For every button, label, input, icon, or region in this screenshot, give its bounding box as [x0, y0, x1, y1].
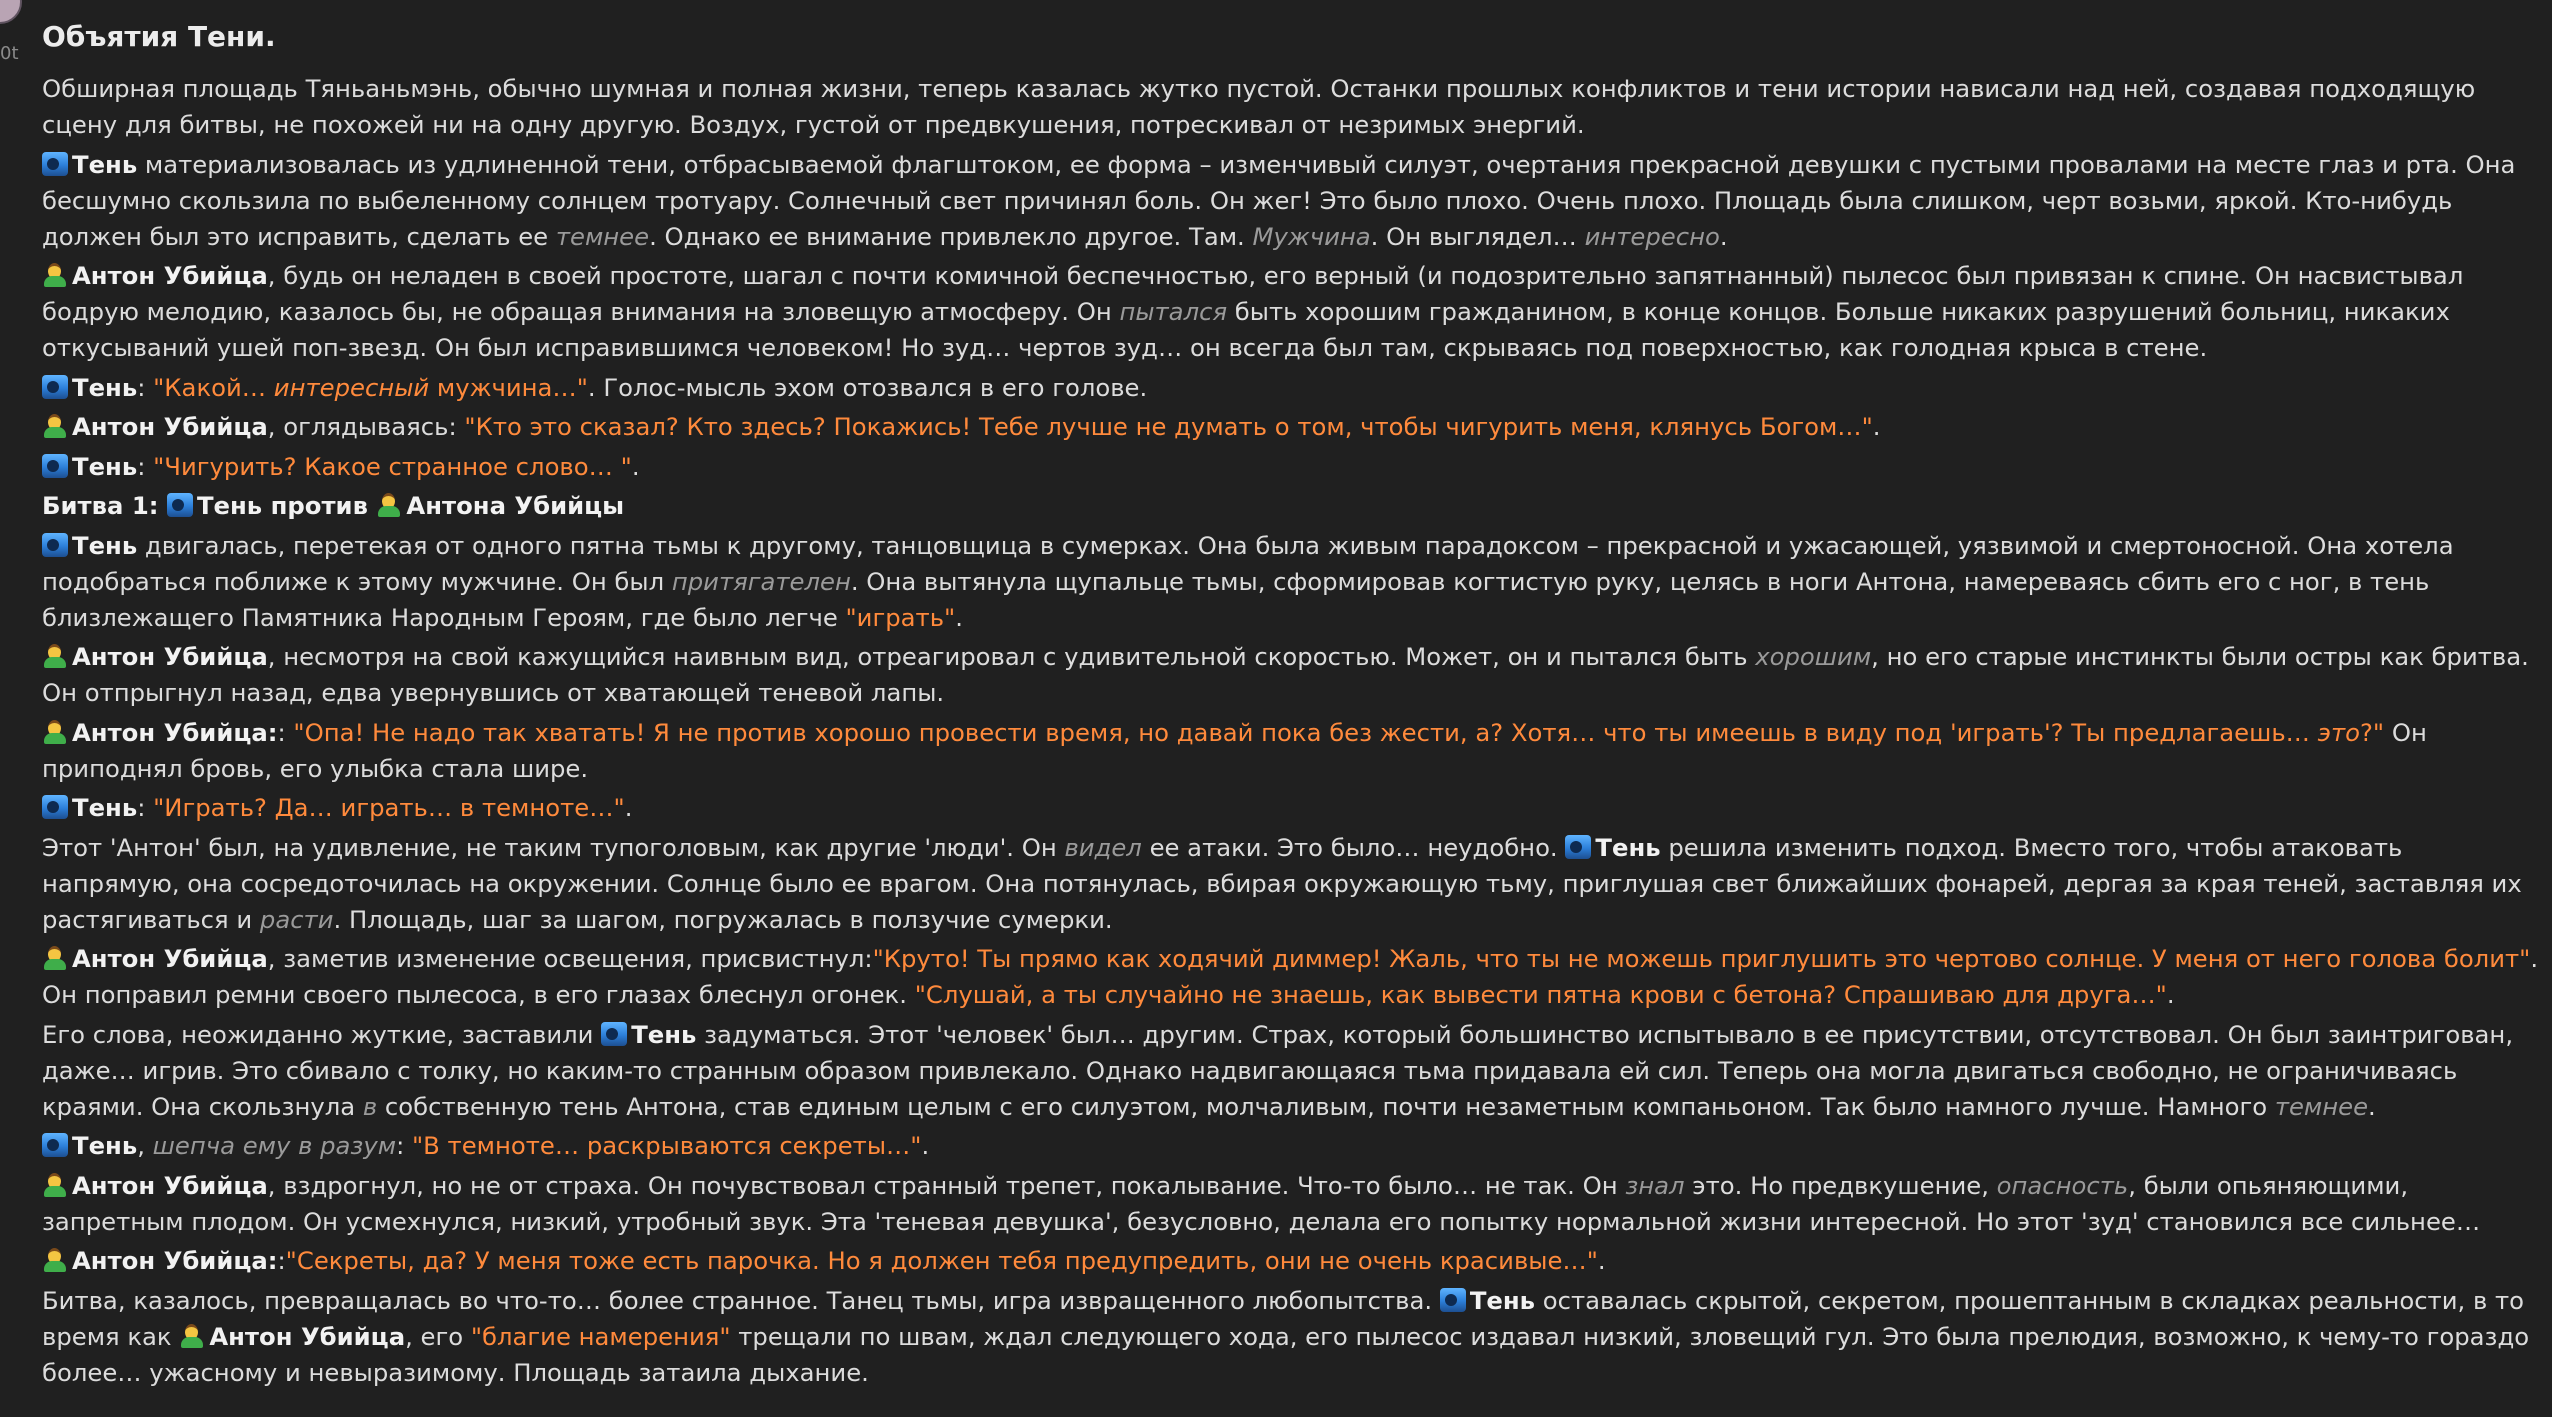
narration-text: , его — [405, 1321, 471, 1351]
shadow-wave-icon — [167, 493, 193, 517]
narration-text: , но его старые инстинкты были остры как бритва. Он отпрыгнул назад, едва увернувшись от хватающей теневой лапы. — [42, 642, 2529, 707]
narration-text: . — [624, 793, 633, 822]
story-paragraph — [42, 1243, 2542, 1279]
dialogue-text: "Слушай, а ты случайно не знаешь, как вывести пятна крови с бетона? Спрашиваю для друга…" — [914, 980, 2167, 1009]
emphasis-text: опасность — [1996, 1170, 2129, 1200]
shadow-wave-icon — [42, 375, 68, 399]
person-icon — [42, 946, 68, 970]
story-paragraph — [42, 1017, 2542, 1125]
emphasis-text: видел — [1064, 832, 1142, 862]
narration-text: Этот 'Антон' был, на удивление, не таким тупоголовым, как другие 'люди'. Он — [42, 832, 1065, 862]
narration-text: . — [631, 451, 640, 481]
emphasis-text: знал — [1625, 1170, 1685, 1200]
speaker-name: Антон Убийца — [72, 642, 268, 671]
person-icon — [42, 263, 68, 287]
narration-text: : — [137, 372, 154, 402]
story-paragraph — [42, 1168, 2542, 1240]
emphasis-text: интересно — [1584, 221, 1720, 251]
story-paragraph — [42, 449, 2542, 485]
speaker-name: Антон Убийца — [72, 1170, 268, 1200]
narration-text: , заметив изменение освещения, присвистнул: — [267, 944, 873, 973]
speaker-name: Тень — [72, 372, 138, 402]
narration-text: Его слова, неожиданно жуткие, заставили — [42, 1019, 602, 1049]
narration-text: Обширная площадь Тяньаньмэнь, обычно шумная и полная жизни, теперь казалась жутко пустой. Останки прошлых конфликтов и тени истории нависали над ней, создавая подходящую сцену для битвы, не похожей ни на одну другую. Воздух, густой от предвкушения, потрескивал от незримых энергий. — [42, 74, 2476, 139]
narration-text: . — [2368, 1091, 2376, 1121]
dialogue-text: "Кто это сказал? Кто здесь? Покажись! Тебе лучше не думать о том, чтобы чигурить меня, клянусь Богом…" — [464, 412, 1873, 441]
narration-text: ее атаки. Это было… неудобно. — [1141, 832, 1566, 862]
story-paragraph — [42, 409, 2542, 445]
story-paragraph — [42, 715, 2542, 787]
speaker-name: Антон Убийца: — [72, 717, 278, 747]
narration-text: , несмотря на свой кажущийся наивным вид, отреагировал с удивительной скоростью. Может, он и пытался быть — [267, 642, 1756, 671]
story-paragraph — [42, 488, 2542, 524]
avatar[interactable] — [0, 0, 22, 24]
emphasis-text: хорошим — [1755, 642, 1872, 671]
narration-text: , оглядываясь: — [267, 412, 465, 441]
message-content — [42, 17, 2542, 1394]
narration-text: , были опьяняющими, запретным плодом. Он усмехнулся, низкий, утробный звук. Эта 'теневая девушка', безусловно, делала его попытку нормальной жизни интересной. Но этот 'зуд' становился все сильнее… — [42, 1170, 2481, 1236]
speaker-name: Антон Убийца — [72, 261, 268, 290]
story-paragraph — [42, 830, 2542, 938]
narration-text: : — [277, 1246, 286, 1275]
dialogue-text: это — [2317, 717, 2361, 747]
speaker-name: Тень — [1595, 832, 1661, 862]
dialogue-text: "Круто! Ты прямо как ходячий диммер! Жаль, что ты не можешь приглушить это чертово солнце. У меня от него голова болит" — [872, 944, 2531, 973]
emphasis-text: притягателен — [671, 566, 851, 596]
narration-text: . Однако ее внимание привлекло другое. Там. — [649, 221, 1253, 251]
speaker-name: Антон Убийца: — [72, 1246, 278, 1275]
dialogue-text: интересный — [273, 372, 430, 402]
narration-text: . — [1597, 1246, 1606, 1275]
shadow-wave-icon — [42, 454, 68, 478]
dialogue-text: "Какой… — [153, 372, 274, 402]
narration-text: : — [277, 717, 294, 747]
emphasis-text: шепча ему в разум — [152, 1131, 397, 1160]
narration-text: решила изменить подход. Вместо того, чтобы атаковать напрямую, она сосредоточилась на окружении. Солнце было ее врагом. Она потянулась, вбирая окружающую тьму, приглушая свет ближайших фонарей, дергая за края теней, заставляя их растягиваться и — [42, 832, 2522, 934]
narration-text: . Он поправил ремни своего пылесоса, в его глазах блеснул огонек. — [42, 944, 2539, 1009]
narration-text: оставалась скрытой, секретом, прошептанным в складках реальности, в то время как — [42, 1285, 2525, 1351]
story-body — [42, 71, 2542, 1391]
speaker-name: Тень — [72, 793, 138, 822]
person-icon — [42, 1173, 68, 1197]
narration-text: это. Но предвкушение, — [1684, 1170, 1997, 1200]
emphasis-text: Мужчина — [1252, 221, 1371, 251]
narration-text: . Она вытянула щупальце тьмы, сформировав когтистую руку, целясь в ноги Антона, намереваясь сбить его с ног, в тень близлежащего Памятника Народным Героям, где было легче — [42, 566, 2430, 632]
person-icon — [42, 720, 68, 744]
dialogue-text: "Секреты, да? У меня тоже есть парочка. Но я должен тебя предупредить, они не очень красивые…" — [285, 1246, 1598, 1275]
person-icon — [42, 1248, 68, 1272]
emphasis-text: пытался — [1119, 297, 1228, 326]
dialogue-text: "Чигурить? Какое странное слово… " — [153, 451, 632, 481]
shadow-wave-icon — [42, 152, 68, 176]
narration-text: быть хорошим гражданином, в конце концов. Больше никаких разрушений больниц, никаких откусываний ушей поп-звезд. Он был исправившимся человеком! Но зуд… чертов зуд… он всегда был там, скрываясь под поверхностью, как голодная крыса в стене. — [42, 297, 2450, 362]
shadow-wave-icon — [42, 533, 68, 557]
speaker-name: Антон Убийца — [72, 412, 268, 441]
emphasis-text: расти — [259, 904, 334, 934]
story-title: Объятия Тени. — [42, 20, 276, 53]
story-paragraph — [42, 1128, 2542, 1164]
narration-text: . — [955, 602, 963, 632]
story-paragraph — [42, 639, 2542, 711]
emphasis-text: в — [362, 1091, 378, 1121]
shadow-wave-icon — [42, 1133, 68, 1157]
narration-text: . — [1872, 412, 1881, 441]
narration-text: Битва, казалось, превращалась во что-то… более странное. Танец тьмы, игра извращенного любопытства. — [42, 1285, 1440, 1315]
narration-text: . Площадь, шаг за шагом, погружалась в ползучие сумерки. — [333, 904, 1113, 934]
person-icon — [179, 1324, 205, 1348]
dialogue-text: "Опа! Не надо так хватать! Я не против хорошо провести время, но давай пока без жести, а? Хотя… что ты имеешь в виду под 'играть'? Ты предлагаешь… — [293, 717, 2318, 747]
story-paragraph — [42, 528, 2542, 636]
speaker-name: Тень — [1469, 1285, 1536, 1315]
narration-text: : — [137, 451, 154, 481]
story-paragraph — [42, 790, 2542, 826]
narration-text: : — [137, 793, 154, 822]
dialogue-text: "благие намерения" — [470, 1321, 731, 1351]
narration-text: Он приподнял бровь, его улыбка стала шире. — [42, 717, 2427, 783]
speaker-name: Тень — [72, 1131, 138, 1160]
narration-text: . — [921, 1131, 930, 1160]
speaker-name: Антон Убийца — [209, 1321, 406, 1351]
story-paragraph — [42, 1283, 2542, 1391]
emphasis-text: темнее — [2274, 1091, 2369, 1121]
story-paragraph — [42, 370, 2542, 406]
narration-text: . — [1719, 221, 1728, 251]
narration-text: . Он выглядел… — [1370, 221, 1585, 251]
shadow-wave-icon — [601, 1022, 627, 1046]
emphasis-text: темнее — [555, 221, 650, 251]
speaker-name: Битва 1: — [42, 491, 167, 520]
speaker-name: Тень — [72, 530, 138, 560]
narration-text: задуматься. Этот 'человек' был… другим. Страх, который большинство испытывало в ее присутствии, отсутствовал. Он был заинтригован, даже… игрив. Это сбивало с толку, но каким-то странным образом привлекало. Однако надвигающаяся тьма придавала ей сил. Теперь она могла двигаться свободно, не ограничиваясь краями. Она скользнула — [42, 1019, 2514, 1121]
speaker-name: Тень против — [196, 491, 377, 520]
narration-text: : — [396, 1131, 412, 1160]
shadow-wave-icon — [1565, 835, 1591, 859]
side-label: 0t — [0, 43, 19, 64]
narration-text: собственную тень Антона, став единым целым с его силуэтом, молчаливым, почти незаметным компаньоном. Так было намного лучше. Намного — [377, 1091, 2275, 1121]
speaker-name: Антон Убийца — [72, 944, 268, 973]
narration-text: , — [137, 1131, 153, 1160]
narration-text: . Голос-мысль эхом отозвался в его голове. — [587, 372, 1148, 402]
narration-text: , вздрогнул, но не от страха. Он почувствовал странный трепет, покалывание. Что-то было… не так. Он — [267, 1170, 1626, 1200]
shadow-wave-icon — [42, 795, 68, 819]
speaker-name: Тень — [631, 1019, 697, 1049]
speaker-name: Антона Убийцы — [406, 491, 625, 520]
dialogue-text: мужчина…" — [429, 372, 588, 402]
narration-text: материализовалась из удлиненной тени, отбрасываемой флагштоком, ее форма – изменчивый силуэт, очертания прекрасной девушки с пустыми провалами на месте глаз и рта. Она бесшумно скользила по выбеленному солнцем тротуару. Солнечный свет причинял боль. Он жег! Это было плохо. Очень плохо. Площадь была слишком, черт возьми, яркой. Кто-нибудь должен был это исправить, сделать ее — [42, 149, 2516, 251]
speaker-name: Тень — [72, 149, 138, 179]
shadow-wave-icon — [1440, 1288, 1466, 1312]
dialogue-text: "Играть? Да… играть… в темноте…" — [153, 793, 625, 822]
person-icon — [42, 414, 68, 438]
narration-text: двигалась, перетекая от одного пятна тьмы к другому, танцовщица в сумерках. Она была живым парадоксом – прекрасной и ужасающей, уязвимой и смертоносной. Она хотела подобраться поближе к этому мужчине. Он был — [42, 530, 2454, 596]
narration-text: . — [2166, 980, 2175, 1009]
dialogue-text: "играть" — [845, 602, 956, 632]
person-icon — [376, 493, 402, 517]
story-paragraph — [42, 258, 2542, 366]
dialogue-text: "В темноте… раскрываются секреты…" — [411, 1131, 922, 1160]
person-icon — [42, 644, 68, 668]
story-paragraph — [42, 71, 2542, 143]
dialogue-text: ?" — [2360, 717, 2385, 747]
narration-text: трещали по швам, ждал следующего хода, его пылесос издавал низкий, зловещий гул. Это была прелюдия, возможно, к чему-то гораздо более… ужасному и невыразимому. Площадь затаила дыхание. — [42, 1321, 2530, 1387]
narration-text: , будь он неладен в своей простоте, шагал с почти комичной беспечностью, его верный (и подозрительно запятнанный) пылесос был привязан к спине. Он насвистывал бодрую мелодию, казалось бы, не обращая внимания на зловещую атмосферу. Он — [42, 261, 2464, 326]
story-paragraph — [42, 941, 2542, 1013]
story-paragraph — [42, 147, 2542, 255]
speaker-name: Тень — [72, 451, 138, 481]
